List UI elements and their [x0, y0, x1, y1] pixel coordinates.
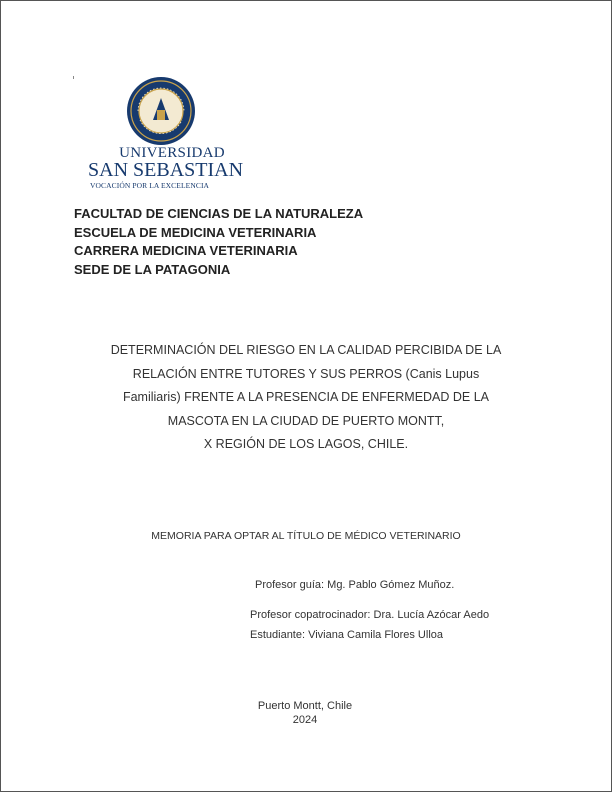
faculty-name: FACULTAD DE CIENCIAS DE LA NATURALEZA — [74, 206, 364, 221]
title-line: X REGIÓN DE LOS LAGOS, CHILE. — [203, 437, 409, 452]
career-name: CARRERA MEDICINA VETERINARIA — [74, 243, 298, 258]
school-name: ESCUELA DE MEDICINA VETERINARIA — [74, 224, 317, 240]
city-text: Puerto Montt, Chile — [257, 700, 353, 712]
margin-mark — [73, 76, 74, 79]
campus-name: SEDE DE LA PATAGONIA — [74, 261, 231, 277]
thesis-title — [60, 339, 552, 457]
institution-block — [74, 205, 363, 279]
place-and-date — [250, 699, 360, 727]
title-line: Familiaris) FRENTE A LA PRESENCIA DE ENFERMEDAD DE LA — [122, 390, 490, 405]
university-seal-icon — [126, 76, 196, 146]
logo-text-san-sebastian: SAN SEBASTIAN — [88, 159, 244, 181]
year-text: 2024 — [292, 714, 318, 726]
title-line: RELACIÓN ENTRE TUTORES Y SUS PERROS (Canis Lupus — [132, 366, 480, 381]
student-line: Estudiante: Viviana Camila Flores Ulloa — [250, 629, 443, 641]
advisor-line: Profesor guía: Mg. Pablo Gómez Muñoz. — [255, 579, 455, 591]
degree-statement: MEMORIA PARA OPTAR AL TÍTULO DE MÉDICO VETERINARIO — [151, 530, 461, 542]
logo-motto: VOCACIÓN POR LA EXCELENCIA — [90, 181, 210, 190]
logo-text-universidad: UNIVERSIDAD — [119, 145, 225, 161]
co-sponsor-line: Profesor copatrocinador: Dra. Lucía Azócar Aedo — [250, 609, 490, 621]
title-line: DETERMINACIÓN DEL RIESGO EN LA CALIDAD PERCIBIDA DE LA — [110, 343, 502, 357]
title-line: MASCOTA EN LA CIUDAD DE PUERTO MONTT, — [167, 413, 445, 428]
